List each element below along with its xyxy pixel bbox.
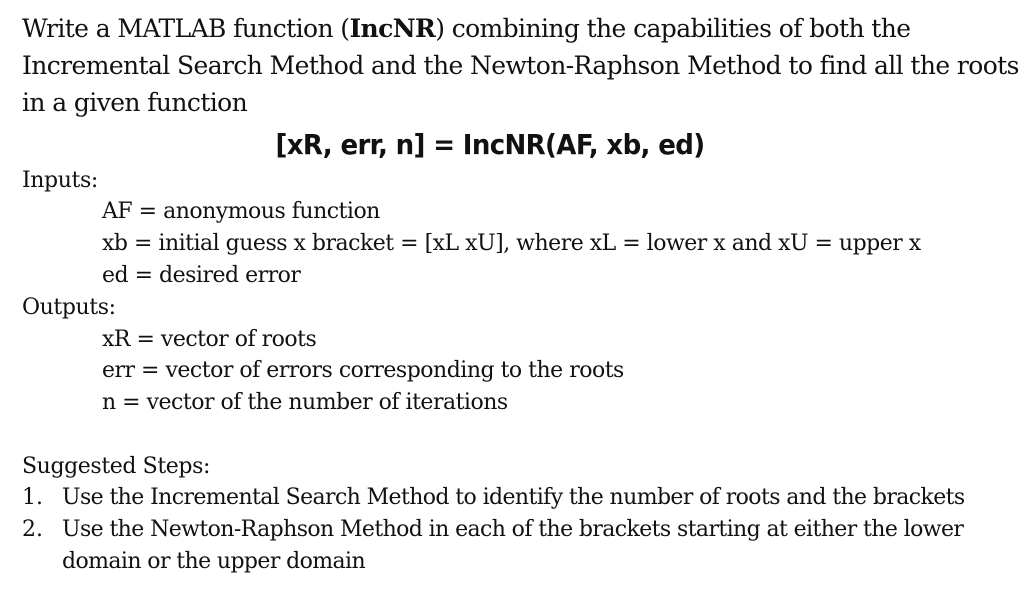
outputs-label: Outputs: bbox=[22, 295, 116, 320]
suggested-steps-label: Suggested Steps: bbox=[22, 454, 210, 479]
intro-text-before: Write a MATLAB function ( bbox=[22, 14, 350, 43]
inputs-label: Inputs: bbox=[22, 168, 98, 193]
step-text: Use the Newton-Raphson Method in each of the brackets starting at either the lower domain or the upper domain bbox=[62, 517, 964, 574]
function-signature: [xR, err, n] = IncNR(AF, xb, ed) bbox=[275, 128, 705, 161]
step-number: 1. bbox=[22, 485, 43, 510]
input-item-xb: xb = initial guess x bracket = [xL xU], where xL = lower x and xU = upper x bbox=[102, 231, 921, 256]
input-item-af: AF = anonymous function bbox=[102, 199, 380, 224]
output-item-err: err = vector of errors corresponding to the roots bbox=[102, 358, 624, 383]
output-item-n: n = vector of the number of iterations bbox=[102, 390, 508, 415]
input-item-ed: ed = desired error bbox=[102, 263, 301, 288]
intro-paragraph bbox=[22, 10, 1022, 121]
intro-text-after: ) combining the capabilities of both the Incremental Search Method and the Newton-Raphson Method to find all the roots in a given function bbox=[22, 14, 1019, 117]
step-number: 2. bbox=[22, 517, 43, 542]
function-name: IncNR bbox=[349, 14, 436, 43]
output-item-xr: xR = vector of roots bbox=[102, 327, 317, 352]
step-text: Use the Incremental Search Method to identify the number of roots and the brackets bbox=[62, 485, 965, 510]
